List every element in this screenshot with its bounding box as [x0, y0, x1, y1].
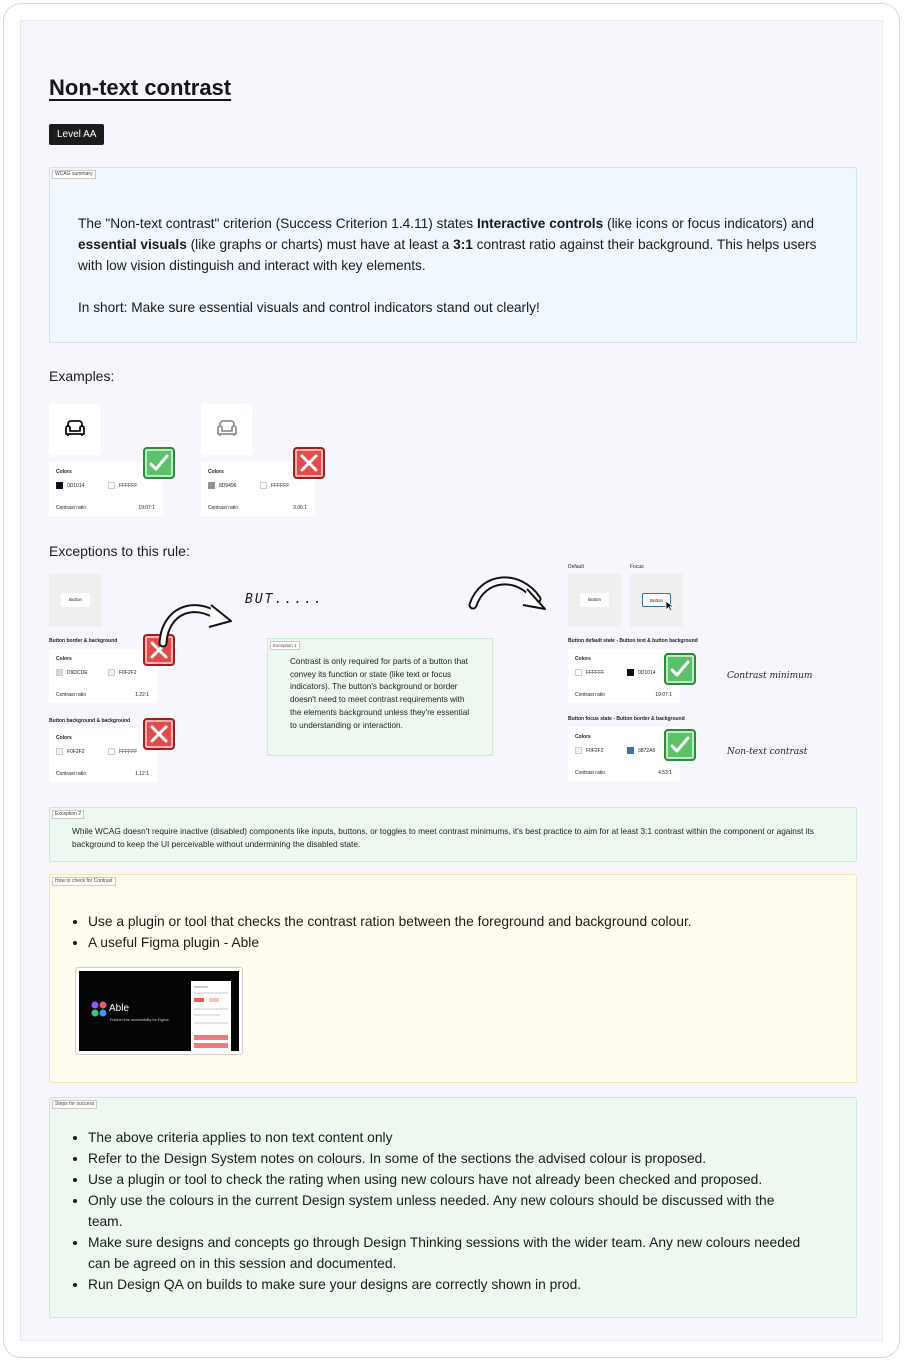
panel-tag: Exception 2: [52, 810, 84, 819]
color-swatch: [627, 747, 634, 754]
exceptions-heading: Exceptions to this rule:: [49, 543, 190, 559]
curved-arrow-icon: [153, 591, 237, 649]
contrast-ratio-value: 1.22:1: [135, 692, 149, 698]
color-hex: F0F2F2: [119, 670, 137, 676]
able-plugin-preview[interactable]: [75, 967, 243, 1055]
card-label: Colors: [56, 735, 72, 741]
summary-bold: Interactive controls: [476, 216, 604, 231]
summary-text: [78, 213, 838, 318]
armchair-icon: [215, 417, 239, 441]
color-hex: FFFFFF: [271, 483, 290, 489]
color-hex: FFFFFF: [119, 749, 138, 755]
non-text-contrast-note: Non-text contrast: [727, 747, 808, 757]
color-swatch: [260, 482, 267, 489]
color-swatch: [108, 482, 115, 489]
contrast-ratio-value: 19:07:1: [138, 505, 155, 511]
list-item: • Make sure designs and concepts go through Design Thinking sessions with the wider team. Any new colours needed can be agreed on in this session and documented.: [88, 1232, 808, 1274]
summary-bold: 3:1: [453, 237, 473, 252]
plugin-tagline: Friction free accessibility for Figma.: [110, 1018, 170, 1022]
border-example-title: Button border & background: [49, 638, 118, 644]
card-label: Colors: [208, 469, 224, 475]
contrast-ratio-value: 19:07:1: [655, 692, 672, 698]
color-hex: F0F2F2: [67, 749, 85, 755]
focus-button-box: [630, 574, 683, 627]
bad-example-icon-box: [201, 404, 252, 455]
able-logo-icon: [91, 1001, 107, 1017]
summary-text-part: contrast ratio against their background. This helps users with low vision distinguish and interact with key elements.: [78, 237, 817, 273]
curved-arrow-icon: [467, 575, 551, 615]
summary-text-part: The "Non-text contrast" criterion (Success Criterion 1.4.11) states: [78, 216, 477, 231]
border-color-card: [49, 649, 157, 703]
focus-state-label: Focus: [630, 564, 644, 570]
wcag-summary-panel: [49, 167, 857, 343]
contrast-minimum-note: Contrast minimum: [727, 671, 813, 681]
armchair-icon: [63, 417, 87, 441]
plugin-ui-mock: [191, 981, 231, 1051]
color-swatch: [56, 748, 63, 755]
list-item: • A useful Figma plugin - Able: [88, 932, 692, 953]
color-hex: 8D9496: [219, 483, 237, 489]
summary-text-part: (like graphs or charts) must have at least a: [186, 237, 454, 252]
focus-state-title: Button focus state - Button border & background: [568, 716, 685, 722]
list-item: • Use a plugin or tool to check the rating when using new colours have not already been checked and proposed.: [88, 1169, 808, 1190]
plugin-name: Able: [109, 1003, 130, 1014]
contrast-ratio-label: Contrast ratio: [56, 771, 87, 777]
list-item: • Refer to the Design System notes on colours. In some of the sections the advised colour is proposed.: [88, 1148, 808, 1169]
panel-tag: WCAG summary: [52, 170, 96, 179]
page-canvas: [20, 20, 883, 1341]
cross-icon: [293, 447, 325, 479]
focus-button: Button: [642, 593, 671, 607]
how-to-check-list: [88, 911, 692, 953]
background-color-card: [49, 728, 157, 782]
steps-for-success-panel: [49, 1097, 857, 1318]
color-hex: 3872A6: [638, 748, 656, 754]
color-hex: 0D1014: [638, 670, 656, 676]
contrast-ratio-value: 1.12:1: [135, 771, 149, 777]
contrast-ratio-label: Contrast ratio: [56, 505, 87, 511]
but-annotation: BUT.....: [245, 592, 324, 607]
steps-list: [88, 1127, 808, 1295]
exception-1-text: Contrast is only required for parts of a button that convey its function or state (like text or focus indicators). The button's background or border doesn't need to meet contrast requirements with the elements background unless they're essential to understanding or interaction.: [290, 657, 470, 730]
examples-heading: Examples:: [49, 368, 115, 384]
panel-tag: Steps for success: [52, 1100, 97, 1109]
button-example-box: [49, 574, 102, 627]
summary-bold: essential visuals: [78, 237, 187, 252]
cursor-icon: [665, 600, 675, 612]
contrast-ratio-label: Contrast ratio: [208, 505, 239, 511]
list-item: • The above criteria applies to non text content only: [88, 1127, 808, 1148]
list-item: • Use a plugin or tool that checks the contrast ration between the foreground and background colour.: [88, 911, 692, 932]
color-swatch: [108, 669, 115, 676]
background-example-title: Button background & background: [49, 718, 131, 724]
summary-text-part: (like icons or focus indicators) and: [603, 216, 814, 231]
panel-tag: Exception 1: [270, 641, 300, 650]
list-item: • Only use the colours in the current Design system unless needed. Any new colours should be discussed with the team.: [88, 1190, 808, 1232]
exception-2-text: While WCAG doesn't require inactive (disabled) components like inputs, buttons, or toggles to meet contrast minimums, it's best practice to aim for at least 3:1 contrast within the component or against its background to keep the UI perceivable without undermining the disabled state.: [72, 826, 814, 849]
color-swatch: [575, 669, 582, 676]
card-label: Colors: [56, 469, 72, 475]
color-swatch: [56, 482, 63, 489]
card-label: Colors: [56, 656, 72, 662]
contrast-ratio-value: 3.06:1: [293, 505, 307, 511]
card-label: Colors: [575, 656, 591, 662]
summary-paragraph-2: In short: Make sure essential visuals and control indicators stand out clearly!: [78, 300, 540, 315]
how-to-check-panel: [49, 874, 857, 1083]
default-state-title: Button default state - Button text & button background: [568, 638, 698, 644]
checkmark-icon: [664, 653, 696, 685]
color-swatch: [208, 482, 215, 489]
exception-1-note: [267, 638, 493, 756]
color-hex: FFFFFF: [119, 483, 138, 489]
plugin-banner: [79, 971, 239, 1051]
good-example-icon-box: [49, 404, 100, 455]
color-swatch: [627, 669, 634, 676]
card-label: Colors: [575, 734, 591, 740]
exception-2-panel: [49, 807, 857, 862]
color-hex: 0D1014: [67, 483, 85, 489]
panel-tag: How to check for Contrast: [52, 877, 116, 886]
cross-icon: [143, 718, 175, 750]
contrast-ratio-label: Contrast ratio: [575, 692, 606, 698]
color-hex: D9DCDE: [67, 670, 88, 676]
color-swatch: [108, 748, 115, 755]
level-badge: Level AA: [49, 124, 104, 145]
color-hex: F0F2F2: [586, 748, 604, 754]
default-button-box: [568, 574, 621, 627]
checkmark-icon: [143, 447, 175, 479]
page-title: Non-text contrast: [49, 75, 232, 100]
contrast-ratio-label: Contrast ratio: [56, 692, 87, 698]
contrast-ratio-value: 4.53:1: [658, 770, 672, 776]
color-swatch: [56, 669, 63, 676]
checkmark-icon: [664, 729, 696, 761]
color-swatch: [575, 747, 582, 754]
default-button: Button: [580, 593, 609, 607]
contrast-ratio-label: Contrast ratio: [575, 770, 606, 776]
sample-button: Button: [61, 593, 90, 607]
default-state-label: Default: [568, 564, 584, 570]
list-item: • Run Design QA on builds to make sure your designs are correctly shown in prod.: [88, 1274, 808, 1295]
color-hex: FFFFFF: [586, 670, 605, 676]
summary-paragraph-1: [78, 213, 838, 276]
